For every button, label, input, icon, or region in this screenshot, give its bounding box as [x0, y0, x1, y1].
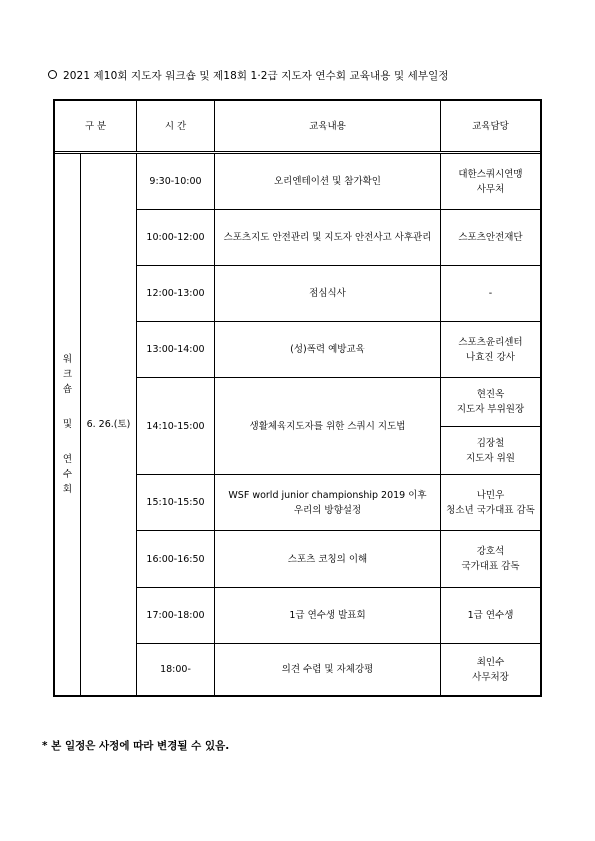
instructor-cell: 스포츠안전재단 — [441, 210, 541, 266]
category-char: 크 — [62, 369, 73, 380]
time-cell: 18:00- — [137, 644, 215, 696]
instructor-line: 김장철 — [476, 437, 505, 449]
category-char: 수 — [62, 469, 73, 480]
table-row — [55, 153, 541, 210]
document-title-text: 2021 제10회 지도자 워크숍 및 제18회 1·2급 지도자 연수회 교육내용 및 세부일정 — [63, 70, 449, 82]
category-char: 회 — [62, 484, 73, 495]
content-cell: 점심식사 — [215, 266, 441, 322]
time-cell: 16:00-16:50 — [137, 531, 215, 588]
content-cell — [215, 475, 441, 531]
content-cell: 1급 연수생 발표회 — [215, 588, 441, 644]
instructor-cell — [441, 153, 541, 210]
time-cell: 12:00-13:00 — [137, 266, 215, 322]
instructor-cell — [441, 378, 541, 427]
time-cell: 10:00-12:00 — [137, 210, 215, 266]
instructor-cell — [441, 322, 541, 378]
instructor-line: 사무처 — [476, 183, 505, 195]
schedule-table — [54, 100, 541, 696]
document-title — [48, 68, 449, 83]
date-cell: 6. 26.(토) — [81, 153, 137, 696]
header-time: 시 간 — [137, 101, 215, 153]
instructor-line: 지도자 위원 — [466, 452, 515, 464]
content-line: 우리의 방향설정 — [293, 504, 362, 516]
instructor-line: 스포츠윤리센터 — [458, 336, 523, 348]
header-content: 교육내용 — [215, 101, 441, 153]
instructor-cell — [441, 644, 541, 696]
instructor-line: 국가대표 감독 — [461, 561, 520, 572]
instructor-line: 대한스쿼시연맹 — [458, 168, 523, 180]
instructor-cell — [441, 475, 541, 531]
time-cell: 13:00-14:00 — [137, 322, 215, 378]
category-gap — [55, 432, 80, 452]
instructor-line: 강호석 — [476, 546, 505, 557]
instructor-line: 나민우 — [476, 489, 505, 501]
category-char: 및 — [62, 419, 73, 430]
schedule-note: * 본 일정은 사정에 따라 변경될 수 있음. — [42, 740, 230, 752]
category-cell — [55, 153, 81, 696]
header-instructor: 교육담당 — [441, 101, 541, 153]
instructor-cell: - — [441, 266, 541, 322]
content-cell: 스포츠지도 안전관리 및 지도자 안전사고 사후관리 — [215, 210, 441, 266]
instructor-cell: 1급 연수생 — [441, 588, 541, 644]
time-cell: 14:10-15:00 — [137, 378, 215, 475]
instructor-line: 청소년 국가대표 감독 — [446, 504, 535, 516]
content-cell: 스포츠 코칭의 이해 — [215, 531, 441, 588]
time-cell: 15:10-15:50 — [137, 475, 215, 531]
time-cell: 9:30-10:00 — [137, 153, 215, 210]
instructor-cell — [441, 531, 541, 588]
instructor-line: 나효진 강사 — [466, 351, 515, 363]
instructor-line: 지도자 부위원장 — [456, 404, 525, 415]
content-cell: (성)폭력 예방교육 — [215, 322, 441, 378]
instructor-cell — [441, 427, 541, 475]
header-category: 구 분 — [55, 101, 137, 153]
category-gap — [55, 397, 80, 417]
content-cell: 오리엔테이션 및 참가확인 — [215, 153, 441, 210]
instructor-line: 사무처장 — [472, 671, 509, 683]
category-char: 워 — [62, 354, 73, 365]
circle-bullet-icon — [48, 70, 57, 79]
content-cell: 의견 수렴 및 자체강평 — [215, 644, 441, 696]
header-row — [55, 101, 541, 153]
content-cell: 생활체육지도자를 위한 스쿼시 지도법 — [215, 378, 441, 475]
category-char: 숍 — [62, 384, 73, 395]
instructor-line: 현진옥 — [476, 389, 505, 400]
category-char: 연 — [62, 454, 73, 465]
instructor-line: 최인수 — [476, 656, 505, 668]
content-line: WSF world junior championship 2019 이후 — [228, 489, 427, 501]
time-cell: 17:00-18:00 — [137, 588, 215, 644]
